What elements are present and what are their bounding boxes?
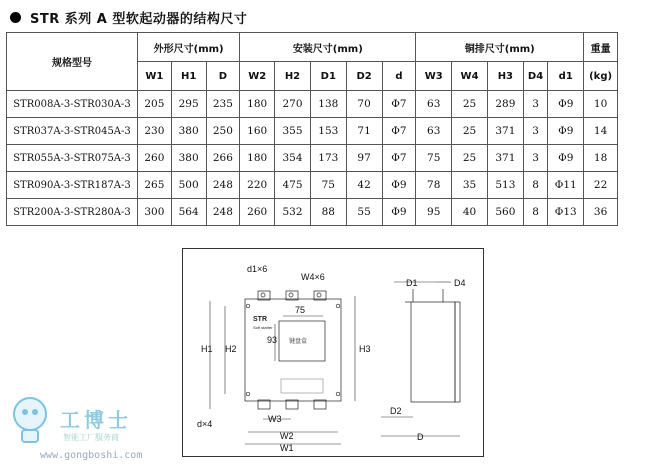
value-cell: 25 xyxy=(452,118,488,145)
value-cell: 8 xyxy=(523,172,548,199)
value-cell: 3 xyxy=(523,145,548,172)
value-cell: 70 xyxy=(346,91,382,118)
busbar-bottom-2 xyxy=(286,400,298,409)
value-cell: 380 xyxy=(171,145,206,172)
value-cell: 8 xyxy=(523,199,548,226)
value-cell: Φ9 xyxy=(548,118,584,145)
side-body xyxy=(411,302,455,402)
mount-hole xyxy=(246,392,250,396)
value-cell: Φ9 xyxy=(382,172,416,199)
value-cell: 265 xyxy=(137,172,171,199)
column-header: D1 xyxy=(310,62,346,91)
busbar-bottom-1 xyxy=(258,400,270,409)
value-cell: 63 xyxy=(416,118,452,145)
table-row xyxy=(7,118,618,145)
bullet-icon xyxy=(10,12,21,23)
label-w4x6: W4×6 xyxy=(301,272,325,282)
value-cell: 18 xyxy=(584,145,618,172)
value-cell: 42 xyxy=(346,172,382,199)
value-cell: 205 xyxy=(137,91,171,118)
hole xyxy=(289,293,293,297)
column-header: (kg) xyxy=(584,62,618,91)
value-cell: 260 xyxy=(240,199,275,226)
watermark-slogan: 智能工厂服务商 xyxy=(63,433,119,442)
value-cell: 560 xyxy=(487,199,523,226)
model-cell: STR008A-3-STR030A-3 xyxy=(7,91,138,118)
column-header: W1 xyxy=(137,62,171,91)
value-cell: 295 xyxy=(171,91,206,118)
value-cell: 14 xyxy=(584,118,618,145)
busbar-top-2 xyxy=(286,291,298,300)
label-w2: W2 xyxy=(280,431,294,441)
label-d4: D4 xyxy=(454,278,466,288)
value-cell: 40 xyxy=(452,199,488,226)
column-header: W3 xyxy=(416,62,452,91)
model-cell: STR200A-3-STR280A-3 xyxy=(7,199,138,226)
front-body xyxy=(245,299,341,401)
value-cell: Φ13 xyxy=(548,199,584,226)
value-cell: 270 xyxy=(275,91,311,118)
table-row xyxy=(7,91,618,118)
value-cell: 160 xyxy=(240,118,275,145)
value-cell: Φ9 xyxy=(382,199,416,226)
dimension-table xyxy=(6,32,618,226)
side-panel xyxy=(455,302,460,402)
value-cell: 153 xyxy=(310,118,346,145)
column-header: D xyxy=(206,62,240,91)
model-cell: STR037A-3-STR045A-3 xyxy=(7,118,138,145)
value-cell: 3 xyxy=(523,91,548,118)
column-header: H1 xyxy=(171,62,206,91)
value-cell: Φ7 xyxy=(382,145,416,172)
group-header-busbar: 铜排尺寸(mm) xyxy=(416,33,584,62)
value-cell: 95 xyxy=(416,199,452,226)
model-cell: STR055A-3-STR075A-3 xyxy=(7,145,138,172)
value-cell: 230 xyxy=(137,118,171,145)
value-cell: 25 xyxy=(452,91,488,118)
value-cell: 63 xyxy=(416,91,452,118)
group-header-install: 安装尺寸(mm) xyxy=(240,33,416,62)
value-cell: 475 xyxy=(275,172,311,199)
value-cell: 500 xyxy=(171,172,206,199)
value-cell: 266 xyxy=(206,145,240,172)
hole xyxy=(261,293,265,297)
group-header-weight: 重量 xyxy=(584,33,618,62)
label-d: D xyxy=(417,432,424,442)
value-cell: 355 xyxy=(275,118,311,145)
value-cell: 564 xyxy=(171,199,206,226)
column-header: D2 xyxy=(346,62,382,91)
table-row xyxy=(7,199,618,226)
section-title xyxy=(10,7,247,27)
value-cell: Φ9 xyxy=(548,145,584,172)
column-header: W2 xyxy=(240,62,275,91)
value-cell: 138 xyxy=(310,91,346,118)
group-header-outer: 外形尺寸(mm) xyxy=(137,33,239,62)
label-h3: H3 xyxy=(359,344,371,354)
label-dx4: d×4 xyxy=(197,419,213,429)
value-cell: 25 xyxy=(452,145,488,172)
hole xyxy=(317,293,321,297)
label-w1: W1 xyxy=(280,443,294,453)
value-cell: Φ11 xyxy=(548,172,584,199)
value-cell: 235 xyxy=(206,91,240,118)
column-header: d xyxy=(382,62,416,91)
value-cell: 532 xyxy=(275,199,311,226)
label-93: 93 xyxy=(267,335,278,345)
value-cell: 55 xyxy=(346,199,382,226)
value-cell: 75 xyxy=(416,145,452,172)
busbar-bottom-3 xyxy=(314,400,326,409)
value-cell: 380 xyxy=(171,118,206,145)
busbar-top-1 xyxy=(258,291,270,300)
watermark-url: www.gongboshi.com xyxy=(40,450,143,461)
label-d2: D2 xyxy=(390,406,402,416)
watermark-logo xyxy=(8,392,168,464)
label-75: 75 xyxy=(295,305,306,315)
value-cell: 78 xyxy=(416,172,452,199)
value-cell: 260 xyxy=(137,145,171,172)
model-header: 规格型号 xyxy=(7,33,138,91)
value-cell: 88 xyxy=(310,199,346,226)
drawing-svg xyxy=(183,249,483,456)
value-cell: 180 xyxy=(240,91,275,118)
value-cell: Φ7 xyxy=(382,118,416,145)
brand-sub-label: Soft starter xyxy=(253,325,273,330)
value-cell: Φ7 xyxy=(382,91,416,118)
value-cell: 354 xyxy=(275,145,311,172)
keypad-label: 键盘盒 xyxy=(289,339,308,345)
value-cell: 300 xyxy=(137,199,171,226)
value-cell: 3 xyxy=(523,118,548,145)
label-h1: H1 xyxy=(201,344,213,354)
mount-hole xyxy=(336,304,340,308)
watermark-name: 工博士 xyxy=(60,408,132,432)
vent-panel xyxy=(281,379,323,393)
value-cell: 22 xyxy=(584,172,618,199)
value-cell: 248 xyxy=(206,172,240,199)
value-cell: Φ9 xyxy=(548,91,584,118)
brand-label: STR xyxy=(253,316,267,323)
busbar-top-3 xyxy=(314,291,326,300)
value-cell: 71 xyxy=(346,118,382,145)
column-header: W4 xyxy=(452,62,488,91)
label-w3: W3 xyxy=(268,414,282,424)
value-cell: 220 xyxy=(240,172,275,199)
label-h2: H2 xyxy=(225,344,237,354)
value-cell: 289 xyxy=(487,91,523,118)
mount-hole xyxy=(246,304,250,308)
value-cell: 36 xyxy=(584,199,618,226)
label-d1x6: d1×6 xyxy=(247,264,268,274)
column-header: d1 xyxy=(548,62,584,91)
value-cell: 248 xyxy=(206,199,240,226)
value-cell: 97 xyxy=(346,145,382,172)
column-header: H2 xyxy=(275,62,311,91)
value-cell: 250 xyxy=(206,118,240,145)
column-header: D4 xyxy=(523,62,548,91)
section-title-text: STR 系列 A 型软起动器的结构尺寸 xyxy=(30,11,248,27)
value-cell: 371 xyxy=(487,145,523,172)
column-header: H3 xyxy=(487,62,523,91)
model-cell: STR090A-3-STR187A-3 xyxy=(7,172,138,199)
table-row xyxy=(7,172,618,199)
table-row xyxy=(7,145,618,172)
value-cell: 10 xyxy=(584,91,618,118)
value-cell: 180 xyxy=(240,145,275,172)
label-d1: D1 xyxy=(406,278,418,288)
value-cell: 35 xyxy=(452,172,488,199)
value-cell: 371 xyxy=(487,118,523,145)
value-cell: 173 xyxy=(310,145,346,172)
value-cell: 75 xyxy=(310,172,346,199)
value-cell: 513 xyxy=(487,172,523,199)
dimension-drawing xyxy=(182,248,484,457)
mount-hole xyxy=(336,392,340,396)
